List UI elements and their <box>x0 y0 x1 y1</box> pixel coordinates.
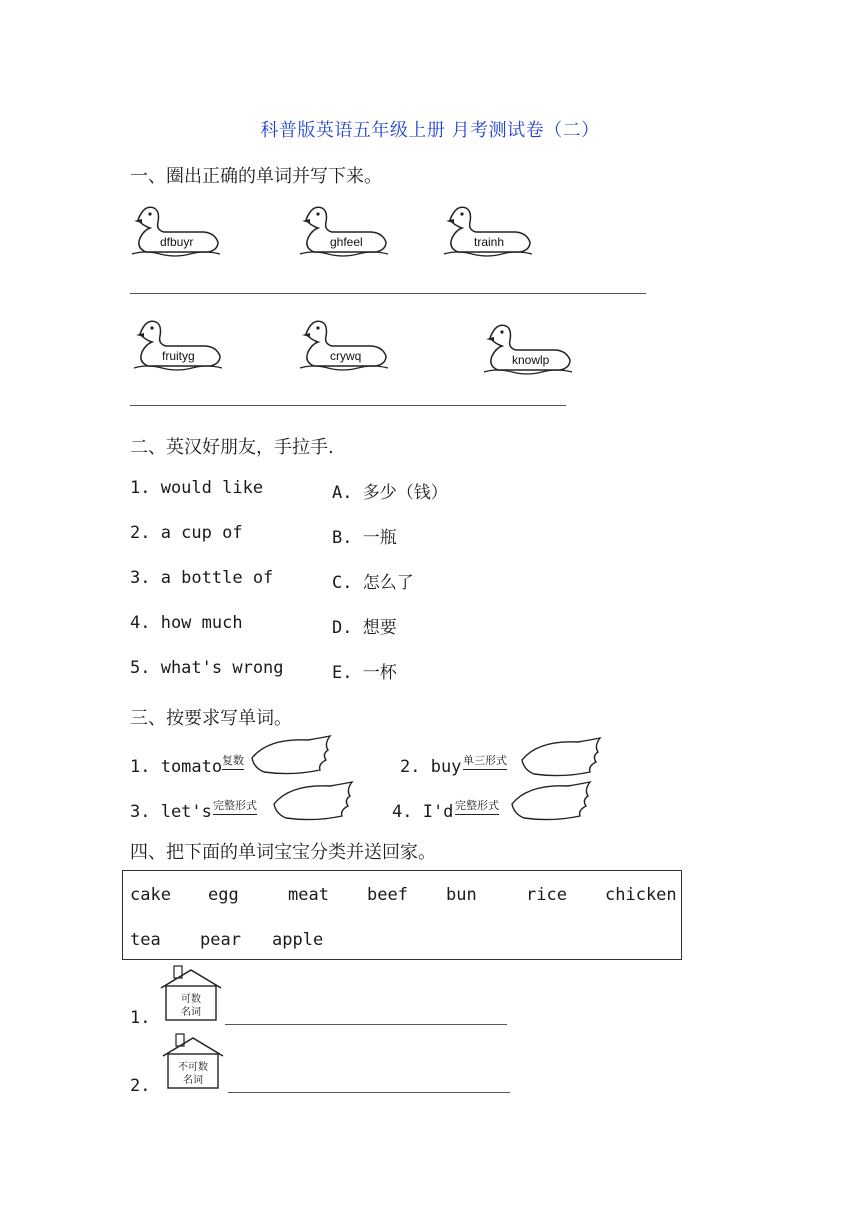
section-2-heading: 二、英汉好朋友，手拉手. <box>130 437 334 458</box>
section-1-heading: 一、圈出正确的单词并写下来。 <box>130 166 382 187</box>
word-task-4-hint: 完整形式 <box>455 797 499 815</box>
duck-word-4: fruityg <box>162 349 195 363</box>
word-bank-item: chicken <box>605 885 677 905</box>
match-left-5: 5. what's wrong <box>130 658 284 678</box>
word-task-3-hint: 完整形式 <box>213 797 257 815</box>
word-bank-item: apple <box>272 930 324 950</box>
duck-word-3: trainh <box>474 235 505 249</box>
section-3-heading: 三、按要求写单词。 <box>130 708 292 729</box>
duck-word-1: dfbuyr <box>160 235 194 249</box>
word-task-1-prefix: 1. tomato <box>130 757 223 777</box>
word-task-3-prefix: 3. let's <box>130 802 212 822</box>
match-right-b: B. 一瓶 <box>332 528 397 548</box>
leaf-answer-box-4[interactable] <box>508 780 593 822</box>
match-left-4: 4. how much <box>130 613 243 633</box>
house-countable-icon <box>158 962 224 1024</box>
answer-line-2[interactable] <box>130 405 566 406</box>
page-title: 科普版英语五年级上册 月考测试卷（二） <box>260 120 600 141</box>
word-bank-item: beef <box>367 885 408 905</box>
match-left-1: 1. would like <box>130 478 264 498</box>
word-bank-item: egg <box>208 885 239 905</box>
word-task-1-hint: 复数 <box>222 752 244 770</box>
duck-picture-1 <box>130 192 225 262</box>
duck-word-5: crywq <box>330 349 362 363</box>
leaf-answer-box-1[interactable] <box>248 734 333 776</box>
word-bank-item: cake <box>130 885 171 905</box>
leaf-answer-box-2[interactable] <box>518 736 603 778</box>
duck-picture-5 <box>298 306 393 376</box>
match-right-a: A. 多少（钱） <box>332 483 448 503</box>
duck-picture-6 <box>482 310 577 380</box>
answer-line-1[interactable] <box>130 293 646 294</box>
word-bank-item: bun <box>446 885 477 905</box>
house-2-label-1: 不可数 <box>178 1062 208 1073</box>
word-task-2-prefix: 2. buy <box>400 757 462 777</box>
leaf-answer-box-3[interactable] <box>270 780 355 822</box>
house-1-answer-line[interactable] <box>225 1024 507 1025</box>
house-1-label-2: 名词 <box>181 1007 201 1018</box>
match-left-3: 3. a bottle of <box>130 568 274 588</box>
duck-word-2: ghfeel <box>330 235 363 249</box>
word-task-4-prefix: 4. I'd <box>392 802 454 822</box>
duck-picture-4 <box>132 306 227 376</box>
duck-picture-3 <box>442 192 537 262</box>
house-2-number: 2. <box>130 1076 151 1096</box>
word-task-2-hint: 单三形式 <box>463 752 507 770</box>
house-1-label-1: 可数 <box>181 994 201 1005</box>
word-bank-item: rice <box>526 885 567 905</box>
house-1-number: 1. <box>130 1008 151 1028</box>
word-bank-item: tea <box>130 930 161 950</box>
match-right-c: C. 怎么了 <box>332 573 414 593</box>
house-2-answer-line[interactable] <box>228 1092 510 1093</box>
word-bank-item: meat <box>288 885 329 905</box>
section-4-heading: 四、把下面的单词宝宝分类并送回家。 <box>130 842 436 863</box>
house-uncountable-icon <box>160 1030 226 1092</box>
duck-word-6: knowlp <box>512 353 550 367</box>
word-bank-item: pear <box>200 930 241 950</box>
match-left-2: 2. a cup of <box>130 523 243 543</box>
house-2-label-2: 名词 <box>183 1075 203 1086</box>
duck-picture-2 <box>298 192 393 262</box>
match-right-d: D. 想要 <box>332 618 397 638</box>
match-right-e: E. 一杯 <box>332 663 397 683</box>
